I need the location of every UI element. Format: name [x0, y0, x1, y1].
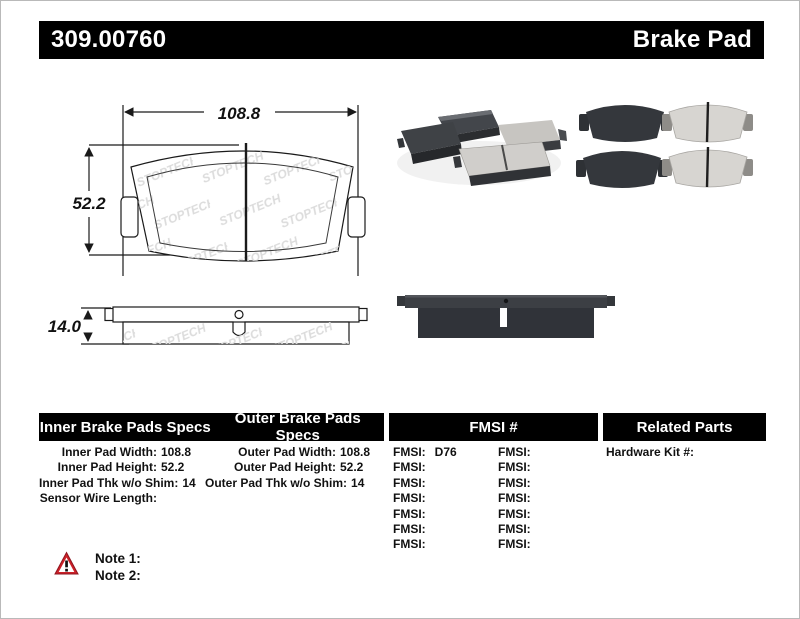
fmsi-value: [426, 460, 435, 475]
note-line: Note 2:: [95, 568, 141, 583]
fmsi-value: [531, 476, 540, 491]
spec-label: Inner Pad Thk w/o Shim:: [39, 475, 179, 490]
fmsi-label: FMSI:: [498, 506, 531, 521]
table-row: [498, 445, 598, 460]
fmsi-label: FMSI:: [393, 491, 426, 506]
table-row: [498, 476, 598, 491]
hardware-kit-value: [694, 445, 700, 460]
table-row: [205, 476, 384, 491]
table-row: [39, 491, 205, 506]
fmsi-value: [531, 460, 540, 475]
spec-label: Inner Pad Width:: [61, 445, 157, 459]
fmsi-header: FMSI #: [469, 418, 518, 436]
fmsi-label: FMSI:: [393, 460, 426, 475]
table-row: [498, 522, 598, 537]
thickness-dimension-label: 14.0: [47, 317, 81, 336]
table-row: [498, 491, 598, 506]
fmsi-label: FMSI:: [498, 475, 531, 490]
outer-specs-header: Outer Brake Pads Specs: [234, 410, 361, 444]
side-view-drawing: [81, 307, 367, 344]
table-row: [393, 522, 493, 537]
spec-label: Outer Pad Thk w/o Shim:: [205, 475, 348, 490]
spec-value: 108.8: [340, 445, 371, 459]
fmsi-value: [426, 522, 435, 537]
table-row: [393, 445, 493, 460]
fmsi-value: [426, 491, 435, 506]
warning-triangle-icon: [53, 550, 80, 577]
fmsi-label: FMSI:: [498, 460, 531, 475]
fmsi-value: [531, 491, 540, 506]
related-parts-table: [606, 445, 700, 460]
fmsi-label: FMSI:: [498, 445, 531, 459]
spec-value: 52.2: [161, 460, 185, 475]
height-dimension-label: 52.2: [72, 194, 106, 213]
width-dimension-label: 108.8: [217, 104, 261, 123]
spec-value: 14: [182, 475, 196, 490]
outer-specs-table: [205, 445, 384, 491]
specs-header-bar: [39, 410, 384, 444]
table-row: [393, 476, 493, 491]
spec-value: 108.8: [161, 445, 192, 459]
fmsi-label: FMSI:: [498, 522, 531, 537]
brake-pad-photo-side: [397, 295, 615, 338]
related-parts-header-bar: [603, 413, 766, 441]
table-row: [498, 460, 598, 475]
fmsi-label: FMSI:: [393, 506, 426, 521]
inner-specs-header: Inner Brake Pads Specs: [39, 418, 211, 436]
fmsi-label: FMSI:: [498, 491, 531, 506]
brake-pads-photo-perspective: [397, 110, 567, 186]
spec-label: Outer Pad Width:: [238, 445, 336, 459]
table-row: [205, 445, 384, 460]
table-row: [393, 491, 493, 506]
fmsi-value: [426, 507, 435, 522]
spec-value: 52.2: [340, 460, 364, 475]
fmsi-value: [531, 445, 540, 460]
table-row: [498, 537, 598, 552]
fmsi-label: FMSI:: [393, 537, 426, 552]
table-row: [39, 445, 205, 460]
brake-pads-photo-flat: [576, 102, 753, 188]
fmsi-value: [531, 522, 540, 537]
fmsi-value: [531, 507, 540, 522]
spec-value: [157, 491, 205, 506]
part-number: 309.00760: [51, 26, 167, 53]
table-row: [393, 537, 493, 552]
fmsi-label: FMSI:: [498, 537, 531, 552]
related-parts-header: Related Parts: [636, 418, 733, 436]
notes-section: [95, 550, 141, 584]
fmsi-value: [426, 476, 435, 491]
table-row: [205, 460, 384, 475]
fmsi-value: [426, 537, 435, 552]
front-view-drawing: [89, 105, 365, 276]
fmsi-header-bar: [389, 413, 598, 441]
fmsi-column-1: [393, 445, 493, 553]
fmsi-value: D76: [434, 445, 457, 459]
table-row: [498, 507, 598, 522]
hardware-kit-label: Hardware Kit #:: [606, 445, 695, 459]
inner-specs-table: [39, 445, 205, 507]
fmsi-label: FMSI:: [393, 522, 426, 537]
note-line: Note 1:: [95, 551, 141, 566]
table-row: [393, 507, 493, 522]
spec-value: 14: [351, 475, 365, 490]
fmsi-column-2: [498, 445, 598, 553]
table-row: [606, 445, 700, 460]
table-row: [39, 460, 205, 475]
spec-label: Inner Pad Height:: [57, 460, 157, 475]
fmsi-label: FMSI:: [393, 475, 426, 490]
fmsi-label: FMSI:: [393, 445, 426, 459]
product-name: Brake Pad: [632, 26, 752, 53]
spec-label: Sensor Wire Length:: [39, 491, 157, 506]
page-header-bar: [39, 21, 764, 59]
table-row: [39, 476, 205, 491]
spec-label: Outer Pad Height:: [233, 460, 336, 475]
fmsi-value: [531, 537, 540, 552]
table-row: [393, 460, 493, 475]
